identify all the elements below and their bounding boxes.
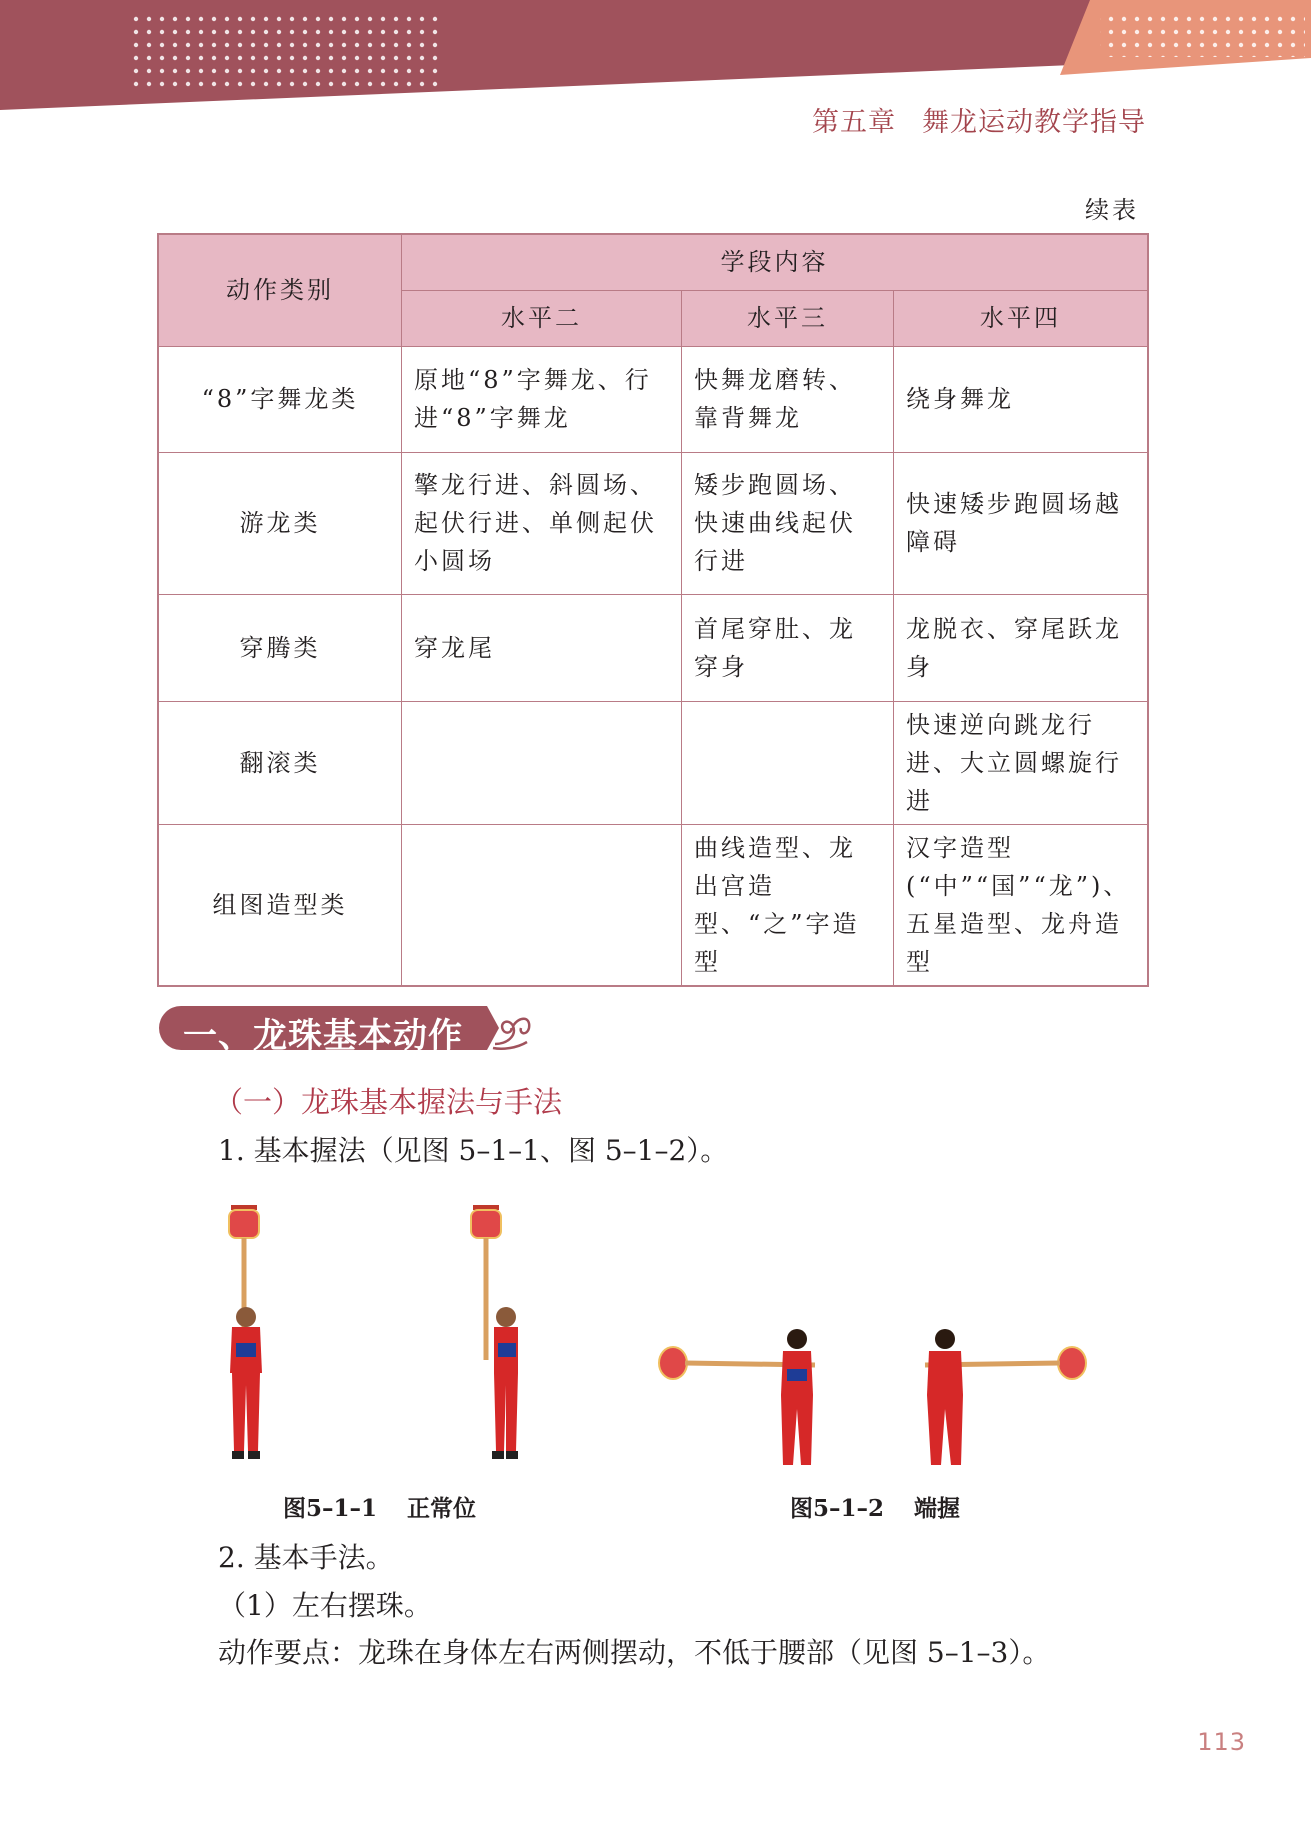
table-cell: 快速逆向跳龙行进、大立圆螺旋行进 bbox=[894, 701, 1149, 824]
figure-performer-horizontal-left bbox=[655, 1325, 840, 1475]
chapter-heading bbox=[812, 100, 1146, 139]
table-row bbox=[158, 701, 1148, 824]
body-paragraph: （1）左右摆珠。 bbox=[218, 1589, 432, 1622]
row-category: 组图造型类 bbox=[158, 824, 402, 986]
figure-caption-2 bbox=[790, 1490, 960, 1523]
table-cell bbox=[682, 701, 894, 824]
content-table bbox=[157, 233, 1149, 987]
table-cell: 快舞龙磨转、靠背舞龙 bbox=[682, 346, 894, 452]
table-row bbox=[158, 594, 1148, 701]
table-cell: 穿龙尾 bbox=[402, 594, 682, 701]
page-number: 113 bbox=[1197, 1728, 1246, 1756]
figure-performer-side bbox=[462, 1205, 532, 1470]
body-paragraph: 动作要点：龙珠在身体左右两侧摆动，不低于腰部（见图 5–1–3）。 bbox=[218, 1636, 1051, 1669]
row-category: 穿腾类 bbox=[158, 594, 402, 701]
table-cell: 龙脱衣、穿尾跃龙身 bbox=[894, 594, 1149, 701]
table-row bbox=[158, 346, 1148, 452]
figure-name: 正常位 bbox=[407, 1495, 477, 1522]
body-paragraph: 1. 基本握法（见图 5–1–1、图 5–1–2）。 bbox=[218, 1134, 729, 1167]
row-category: 翻滚类 bbox=[158, 701, 402, 824]
table-row bbox=[158, 824, 1148, 986]
row-category: 游龙类 bbox=[158, 452, 402, 594]
header-level-4: 水平四 bbox=[894, 290, 1149, 346]
cloud-ornament-icon bbox=[493, 1019, 529, 1049]
chapter-title: 舞龙运动教学指导 bbox=[922, 107, 1146, 138]
figure-name: 端握 bbox=[914, 1495, 961, 1522]
table-cell: 曲线造型、龙出宫造型、“之”字造型 bbox=[682, 824, 894, 986]
section-title: 一、龙珠基本动作 bbox=[183, 1016, 463, 1056]
table-cell: 擎龙行进、斜圆场、起伏行进、单侧起伏小圆场 bbox=[402, 452, 682, 594]
figure-number: 图5–1–2 bbox=[790, 1495, 885, 1522]
subsection-title: （一）龙珠基本握法与手法 bbox=[214, 1085, 563, 1119]
table-cell: 首尾穿肚、龙穿身 bbox=[682, 594, 894, 701]
header-category: 动作类别 bbox=[158, 234, 402, 346]
table-row bbox=[158, 452, 1148, 594]
body-paragraph: 2. 基本手法。 bbox=[218, 1541, 394, 1574]
table-cell: 绕身舞龙 bbox=[894, 346, 1149, 452]
figure-performer-horizontal-right bbox=[905, 1325, 1090, 1475]
table-cell bbox=[402, 701, 682, 824]
figure-caption-1 bbox=[283, 1490, 476, 1523]
table-continued-note: 续表 bbox=[1085, 196, 1139, 224]
table-cell bbox=[402, 824, 682, 986]
figure-performer-front bbox=[218, 1205, 288, 1470]
header-group: 学段内容 bbox=[402, 234, 1149, 290]
figure-number: 图5–1–1 bbox=[283, 1495, 378, 1522]
table-header-row bbox=[158, 234, 1148, 290]
header-level-2: 水平二 bbox=[402, 290, 682, 346]
row-category: “8”字舞龙类 bbox=[158, 346, 402, 452]
header-banner bbox=[0, 0, 1311, 115]
table-cell: 矮步跑圆场、快速曲线起伏行进 bbox=[682, 452, 894, 594]
chapter-number: 第五章 bbox=[812, 107, 896, 138]
table-cell: 汉字造型(“中”“国”“龙”)、五星造型、龙舟造型 bbox=[894, 824, 1149, 986]
table-cell: 快速矮步跑圆场越障碍 bbox=[894, 452, 1149, 594]
header-level-3: 水平三 bbox=[682, 290, 894, 346]
table-cell: 原地“8”字舞龙、行进“8”字舞龙 bbox=[402, 346, 682, 452]
